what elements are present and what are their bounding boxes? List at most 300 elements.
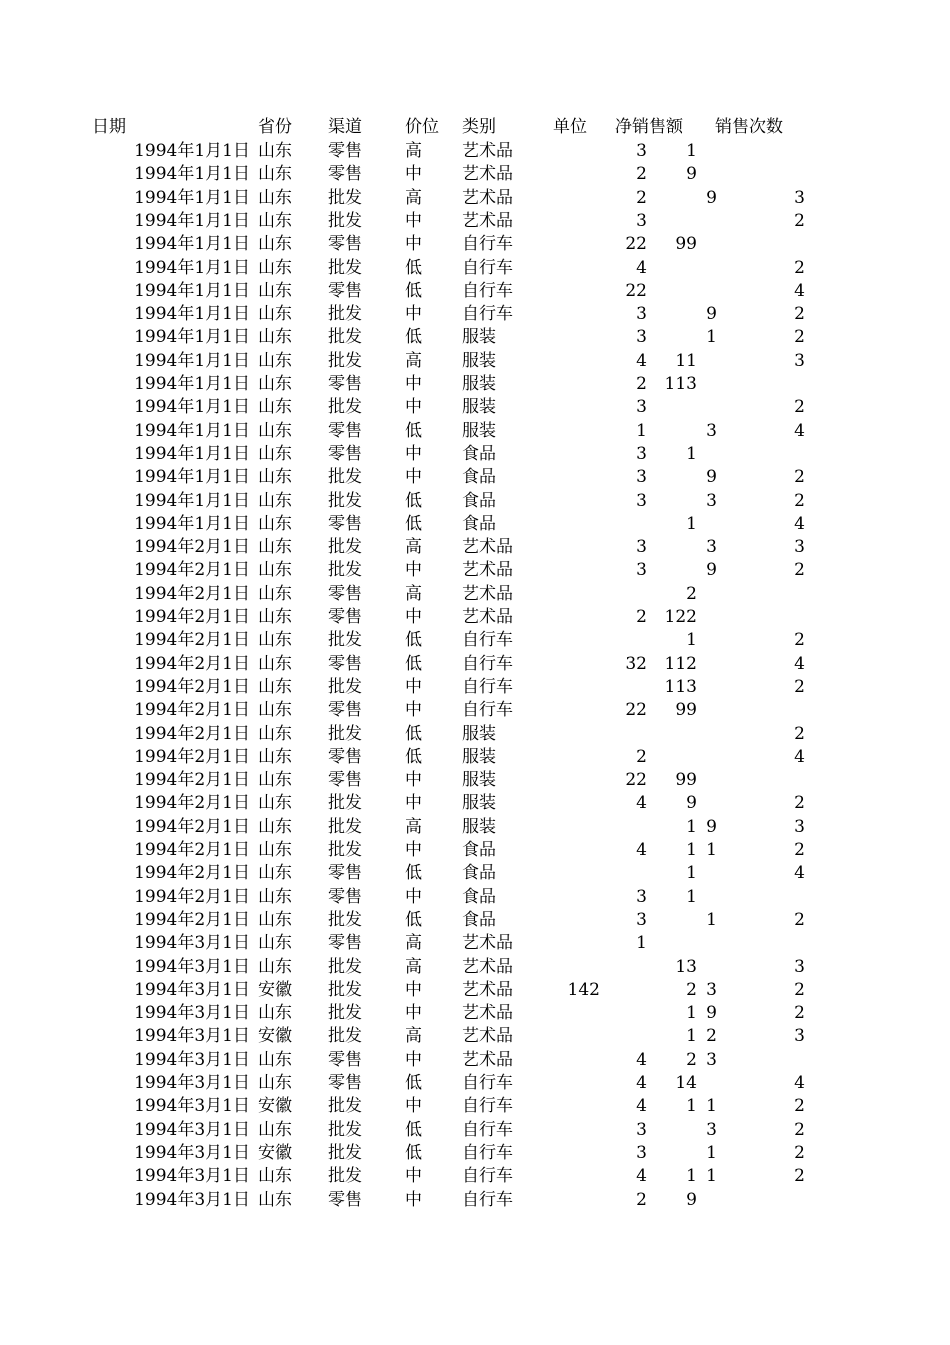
net-sales-cell: 2 <box>636 187 647 208</box>
table-row <box>0 1189 950 1212</box>
date-cell: 1994年2月1日 <box>134 630 250 651</box>
province-cell: 山东 <box>258 770 292 791</box>
date-cell: 1994年1月1日 <box>134 513 250 534</box>
price-cell: 中 <box>405 840 422 860</box>
channel-cell: 批发 <box>328 537 362 558</box>
sales-count-cell: 2 <box>794 1166 805 1187</box>
province-cell: 山东 <box>258 1003 292 1024</box>
province-cell: 山东 <box>258 234 292 255</box>
category-cell: 艺术品 <box>462 141 513 161</box>
category-cell: 自行车 <box>462 304 513 325</box>
channel-cell: 零售 <box>328 374 362 394</box>
province-cell: 山东 <box>258 700 292 721</box>
sales-count-cell: 3 <box>794 956 805 977</box>
category-cell: 食品 <box>462 467 496 488</box>
net-sales-cell: 2 <box>636 607 647 627</box>
net-sales-cell: 2 <box>636 164 647 185</box>
net-sales-cell: 3 <box>636 397 647 418</box>
price-cell: 中 <box>405 700 422 721</box>
net-sales-extra-cell: 9 <box>706 304 717 325</box>
price-cell: 中 <box>405 374 422 394</box>
table-row <box>0 1095 950 1118</box>
net-sales-part-cell: 99 <box>675 700 697 721</box>
net-sales-cell: 3 <box>636 537 647 558</box>
date-cell: 1994年2月1日 <box>134 537 250 558</box>
price-cell: 低 <box>405 1073 422 1093</box>
category-cell: 服装 <box>462 374 496 394</box>
price-cell: 中 <box>405 676 422 697</box>
channel-cell: 批发 <box>328 327 362 348</box>
net-sales-extra-cell: 1 <box>706 1096 717 1117</box>
category-cell: 食品 <box>462 490 496 511</box>
sales-count-cell: 4 <box>794 1073 805 1093</box>
channel-cell: 零售 <box>328 1073 362 1093</box>
net-sales-part-cell: 2 <box>686 979 697 1000</box>
date-cell: 1994年1月1日 <box>134 164 250 185</box>
price-cell: 高 <box>405 956 422 977</box>
category-cell: 艺术品 <box>462 933 513 954</box>
channel-cell: 批发 <box>328 956 362 977</box>
net-sales-extra-cell: 1 <box>706 909 717 930</box>
province-cell: 山东 <box>258 397 292 418</box>
category-cell: 服装 <box>462 816 496 837</box>
net-sales-cell: 22 <box>625 770 647 791</box>
channel-cell: 批发 <box>328 1166 362 1187</box>
sales-count-cell: 4 <box>794 653 805 674</box>
sales-count-cell: 2 <box>794 397 805 418</box>
net-sales-part-cell: 1 <box>686 630 697 651</box>
date-cell: 1994年3月1日 <box>134 1142 250 1163</box>
category-cell: 自行车 <box>462 280 513 301</box>
date-cell: 1994年2月1日 <box>134 816 250 837</box>
unit-cell: 142 <box>567 979 600 1000</box>
category-cell: 自行车 <box>462 653 513 674</box>
date-cell: 1994年1月1日 <box>134 420 250 441</box>
channel-cell: 批发 <box>328 187 362 208</box>
sales-count-cell: 4 <box>794 746 805 767</box>
sales-count-cell: 2 <box>794 467 805 488</box>
category-cell: 艺术品 <box>462 560 513 581</box>
net-sales-cell: 4 <box>636 1073 647 1093</box>
net-sales-extra-cell: 9 <box>706 816 717 837</box>
province-cell: 山东 <box>258 840 292 860</box>
channel-cell: 批发 <box>328 909 362 930</box>
date-cell: 1994年1月1日 <box>134 327 250 348</box>
province-cell: 山东 <box>258 490 292 511</box>
price-cell: 低 <box>405 513 422 534</box>
net-sales-part-cell: 1 <box>686 1096 697 1117</box>
price-cell: 中 <box>405 467 422 488</box>
price-cell: 低 <box>405 257 422 278</box>
net-sales-cell: 32 <box>625 653 647 674</box>
province-cell: 山东 <box>258 141 292 161</box>
category-cell: 艺术品 <box>462 537 513 558</box>
price-cell: 低 <box>405 327 422 348</box>
province-cell: 山东 <box>258 933 292 954</box>
channel-cell: 零售 <box>328 583 362 604</box>
net-sales-part-cell: 1 <box>686 513 697 534</box>
province-cell: 山东 <box>258 863 292 884</box>
table-row <box>0 210 950 233</box>
channel-cell: 零售 <box>328 164 362 185</box>
date-cell: 1994年1月1日 <box>134 141 250 161</box>
sales-count-cell: 2 <box>794 723 805 744</box>
channel-cell: 批发 <box>328 304 362 325</box>
sales-count-cell: 3 <box>794 1026 805 1047</box>
table-row <box>0 909 950 932</box>
date-cell: 1994年1月1日 <box>134 490 250 511</box>
channel-cell: 零售 <box>328 443 362 464</box>
channel-cell: 零售 <box>328 141 362 161</box>
header-price: 价位 <box>405 117 439 137</box>
table-row <box>0 350 950 373</box>
table-row <box>0 676 950 699</box>
net-sales-cell: 3 <box>636 443 647 464</box>
date-cell: 1994年1月1日 <box>134 397 250 418</box>
table-row <box>0 886 950 909</box>
price-cell: 低 <box>405 280 422 301</box>
price-cell: 中 <box>405 560 422 581</box>
net-sales-extra-cell: 3 <box>706 979 717 1000</box>
date-cell: 1994年1月1日 <box>134 210 250 231</box>
net-sales-cell: 3 <box>636 1119 647 1140</box>
net-sales-cell: 1 <box>636 933 647 954</box>
category-cell: 服装 <box>462 723 496 744</box>
channel-cell: 批发 <box>328 350 362 371</box>
sales-count-cell: 4 <box>794 280 805 301</box>
net-sales-part-cell: 1 <box>686 1026 697 1047</box>
header-net-sales: 净销售额 <box>615 117 683 137</box>
table-row <box>0 839 950 862</box>
net-sales-cell: 4 <box>636 350 647 371</box>
category-cell: 自行车 <box>462 676 513 697</box>
category-cell: 服装 <box>462 770 496 791</box>
channel-cell: 批发 <box>328 1119 362 1140</box>
price-cell: 高 <box>405 1026 422 1047</box>
channel-cell: 批发 <box>328 1026 362 1047</box>
price-cell: 低 <box>405 746 422 767</box>
province-cell: 山东 <box>258 467 292 488</box>
net-sales-cell: 3 <box>636 909 647 930</box>
channel-cell: 批发 <box>328 257 362 278</box>
channel-cell: 批发 <box>328 1096 362 1117</box>
province-cell: 山东 <box>258 280 292 301</box>
province-cell: 安徽 <box>258 1142 292 1163</box>
date-cell: 1994年2月1日 <box>134 909 250 930</box>
category-cell: 食品 <box>462 443 496 464</box>
table-row <box>0 629 950 652</box>
price-cell: 中 <box>405 210 422 231</box>
category-cell: 服装 <box>462 746 496 767</box>
net-sales-extra-cell: 3 <box>706 420 717 441</box>
price-cell: 低 <box>405 863 422 884</box>
net-sales-extra-cell: 3 <box>706 490 717 511</box>
price-cell: 高 <box>405 187 422 208</box>
sales-count-cell: 4 <box>794 420 805 441</box>
net-sales-extra-cell: 1 <box>706 1142 717 1163</box>
net-sales-part-cell: 9 <box>686 164 697 185</box>
net-sales-part-cell: 9 <box>686 793 697 814</box>
header-sales-count: 销售次数 <box>715 117 783 137</box>
price-cell: 中 <box>405 1096 422 1117</box>
province-cell: 山东 <box>258 327 292 348</box>
province-cell: 山东 <box>258 304 292 325</box>
date-cell: 1994年1月1日 <box>134 467 250 488</box>
price-cell: 中 <box>405 1003 422 1024</box>
province-cell: 山东 <box>258 909 292 930</box>
category-cell: 艺术品 <box>462 956 513 977</box>
net-sales-part-cell: 113 <box>664 374 697 394</box>
price-cell: 低 <box>405 723 422 744</box>
channel-cell: 批发 <box>328 490 362 511</box>
net-sales-cell: 3 <box>636 1142 647 1163</box>
province-cell: 山东 <box>258 350 292 371</box>
sales-count-cell: 3 <box>794 350 805 371</box>
date-cell: 1994年3月1日 <box>134 1026 250 1047</box>
header-province: 省份 <box>258 117 292 137</box>
province-cell: 山东 <box>258 1049 292 1070</box>
table-row <box>0 1002 950 1025</box>
table-row <box>0 396 950 419</box>
table-row <box>0 1119 950 1142</box>
net-sales-part-cell: 112 <box>664 653 697 674</box>
net-sales-cell: 4 <box>636 1166 647 1187</box>
category-cell: 自行车 <box>462 700 513 721</box>
province-cell: 山东 <box>258 793 292 814</box>
net-sales-cell: 22 <box>625 234 647 255</box>
sales-count-cell: 2 <box>794 1003 805 1024</box>
table-row <box>0 466 950 489</box>
channel-cell: 批发 <box>328 560 362 581</box>
province-cell: 山东 <box>258 583 292 604</box>
price-cell: 高 <box>405 141 422 161</box>
net-sales-part-cell: 2 <box>686 1049 697 1070</box>
price-cell: 中 <box>405 397 422 418</box>
table-row <box>0 816 950 839</box>
table-row <box>0 490 950 513</box>
table-row <box>0 979 950 1002</box>
sales-count-cell: 3 <box>794 816 805 837</box>
net-sales-part-cell: 1 <box>686 840 697 860</box>
category-cell: 食品 <box>462 909 496 930</box>
net-sales-part-cell: 1 <box>686 443 697 464</box>
date-cell: 1994年3月1日 <box>134 1189 250 1210</box>
category-cell: 自行车 <box>462 1142 513 1163</box>
province-cell: 山东 <box>258 607 292 627</box>
price-cell: 中 <box>405 304 422 325</box>
sales-count-cell: 2 <box>794 840 805 860</box>
category-cell: 自行车 <box>462 630 513 651</box>
net-sales-cell: 4 <box>636 1049 647 1070</box>
net-sales-cell: 2 <box>636 1189 647 1210</box>
channel-cell: 零售 <box>328 513 362 534</box>
date-cell: 1994年2月1日 <box>134 840 250 860</box>
table-row <box>0 746 950 769</box>
table-row <box>0 559 950 582</box>
date-cell: 1994年2月1日 <box>134 793 250 814</box>
table-row <box>0 792 950 815</box>
net-sales-cell: 3 <box>636 210 647 231</box>
net-sales-cell: 4 <box>636 840 647 860</box>
date-cell: 1994年2月1日 <box>134 723 250 744</box>
category-cell: 艺术品 <box>462 583 513 604</box>
channel-cell: 批发 <box>328 1003 362 1024</box>
date-cell: 1994年1月1日 <box>134 187 250 208</box>
sales-count-cell: 4 <box>794 513 805 534</box>
sales-count-cell: 2 <box>794 304 805 325</box>
category-cell: 食品 <box>462 886 496 907</box>
channel-cell: 零售 <box>328 933 362 954</box>
net-sales-part-cell: 1 <box>686 141 697 161</box>
price-cell: 高 <box>405 816 422 837</box>
province-cell: 山东 <box>258 513 292 534</box>
table-row <box>0 140 950 163</box>
table-row <box>0 699 950 722</box>
net-sales-cell: 3 <box>636 327 647 348</box>
table-row <box>0 1072 950 1095</box>
date-cell: 1994年2月1日 <box>134 607 250 627</box>
net-sales-extra-cell: 1 <box>706 840 717 860</box>
channel-cell: 批发 <box>328 1142 362 1163</box>
table-row <box>0 1049 950 1072</box>
channel-cell: 批发 <box>328 630 362 651</box>
channel-cell: 零售 <box>328 1049 362 1070</box>
category-cell: 服装 <box>462 793 496 814</box>
category-cell: 自行车 <box>462 1119 513 1140</box>
table-row <box>0 1142 950 1165</box>
net-sales-cell: 3 <box>636 560 647 581</box>
province-cell: 山东 <box>258 164 292 185</box>
price-cell: 中 <box>405 234 422 255</box>
category-cell: 艺术品 <box>462 187 513 208</box>
header-unit: 单位 <box>553 117 587 137</box>
channel-cell: 批发 <box>328 723 362 744</box>
price-cell: 低 <box>405 630 422 651</box>
price-cell: 低 <box>405 1142 422 1163</box>
date-cell: 1994年1月1日 <box>134 234 250 255</box>
date-cell: 1994年1月1日 <box>134 280 250 301</box>
category-cell: 自行车 <box>462 1189 513 1210</box>
province-cell: 山东 <box>258 676 292 697</box>
province-cell: 山东 <box>258 746 292 767</box>
table-row <box>0 1165 950 1188</box>
table-row <box>0 862 950 885</box>
sales-count-cell: 2 <box>794 210 805 231</box>
sales-count-cell: 2 <box>794 257 805 278</box>
table-row <box>0 653 950 676</box>
date-cell: 1994年2月1日 <box>134 700 250 721</box>
price-cell: 高 <box>405 537 422 558</box>
province-cell: 山东 <box>258 443 292 464</box>
date-cell: 1994年3月1日 <box>134 933 250 954</box>
channel-cell: 批发 <box>328 816 362 837</box>
price-cell: 中 <box>405 886 422 907</box>
net-sales-extra-cell: 3 <box>706 537 717 558</box>
date-cell: 1994年3月1日 <box>134 956 250 977</box>
date-cell: 1994年2月1日 <box>134 746 250 767</box>
net-sales-cell: 2 <box>636 746 647 767</box>
table-row <box>0 326 950 349</box>
province-cell: 安徽 <box>258 979 292 1000</box>
table-row <box>0 257 950 280</box>
date-cell: 1994年1月1日 <box>134 350 250 371</box>
date-cell: 1994年3月1日 <box>134 1096 250 1117</box>
date-cell: 1994年3月1日 <box>134 1003 250 1024</box>
sales-count-cell: 2 <box>794 560 805 581</box>
table-row <box>0 536 950 559</box>
channel-cell: 零售 <box>328 420 362 441</box>
net-sales-cell: 3 <box>636 886 647 907</box>
date-cell: 1994年2月1日 <box>134 583 250 604</box>
channel-cell: 零售 <box>328 280 362 301</box>
sales-count-cell: 3 <box>794 187 805 208</box>
province-cell: 山东 <box>258 956 292 977</box>
channel-cell: 零售 <box>328 234 362 255</box>
table-row <box>0 1025 950 1048</box>
net-sales-extra-cell: 3 <box>706 1119 717 1140</box>
table-row <box>0 513 950 536</box>
net-sales-cell: 3 <box>636 490 647 511</box>
date-cell: 1994年2月1日 <box>134 653 250 674</box>
price-cell: 低 <box>405 490 422 511</box>
net-sales-cell: 3 <box>636 467 647 488</box>
category-cell: 自行车 <box>462 234 513 255</box>
table-row <box>0 723 950 746</box>
province-cell: 山东 <box>258 187 292 208</box>
channel-cell: 批发 <box>328 676 362 697</box>
channel-cell: 零售 <box>328 653 362 674</box>
category-cell: 自行车 <box>462 1096 513 1117</box>
table-row <box>0 769 950 792</box>
category-cell: 服装 <box>462 327 496 348</box>
sales-count-cell: 2 <box>794 630 805 651</box>
province-cell: 山东 <box>258 257 292 278</box>
channel-cell: 零售 <box>328 746 362 767</box>
net-sales-extra-cell: 9 <box>706 560 717 581</box>
price-cell: 低 <box>405 420 422 441</box>
net-sales-extra-cell: 9 <box>706 187 717 208</box>
category-cell: 服装 <box>462 350 496 371</box>
channel-cell: 批发 <box>328 397 362 418</box>
date-cell: 1994年3月1日 <box>134 979 250 1000</box>
date-cell: 1994年2月1日 <box>134 886 250 907</box>
price-cell: 中 <box>405 979 422 1000</box>
net-sales-extra-cell: 2 <box>706 1026 717 1047</box>
category-cell: 艺术品 <box>462 979 513 1000</box>
sales-count-cell: 2 <box>794 676 805 697</box>
net-sales-part-cell: 99 <box>675 770 697 791</box>
table-row <box>0 187 950 210</box>
net-sales-cell: 4 <box>636 1096 647 1117</box>
net-sales-cell: 2 <box>636 374 647 394</box>
sales-count-cell: 2 <box>794 1119 805 1140</box>
net-sales-extra-cell: 3 <box>706 1049 717 1070</box>
category-cell: 艺术品 <box>462 1026 513 1047</box>
net-sales-part-cell: 1 <box>686 886 697 907</box>
category-cell: 艺术品 <box>462 1049 513 1070</box>
table-row <box>0 443 950 466</box>
net-sales-cell: 22 <box>625 280 647 301</box>
date-cell: 1994年3月1日 <box>134 1119 250 1140</box>
date-cell: 1994年3月1日 <box>134 1166 250 1187</box>
price-cell: 低 <box>405 653 422 674</box>
net-sales-extra-cell: 9 <box>706 1003 717 1024</box>
price-cell: 中 <box>405 770 422 791</box>
net-sales-part-cell: 9 <box>686 1189 697 1210</box>
date-cell: 1994年2月1日 <box>134 676 250 697</box>
price-cell: 中 <box>405 1049 422 1070</box>
category-cell: 艺术品 <box>462 210 513 231</box>
